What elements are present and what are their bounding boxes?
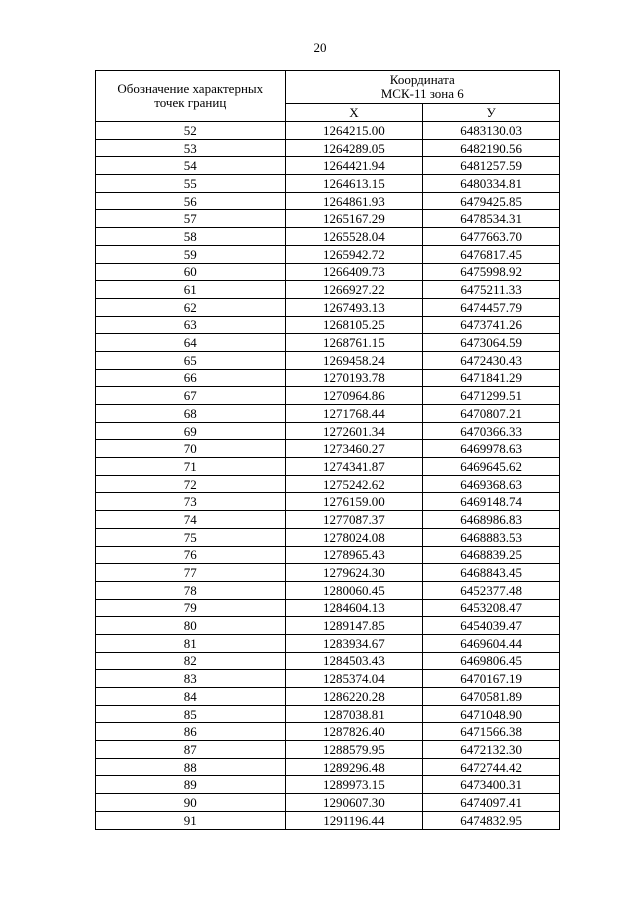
x-column-header: X: [285, 104, 423, 122]
y-coordinate-cell: 6468839.25: [423, 546, 560, 564]
point-number-cell: 62: [96, 298, 286, 316]
point-number-cell: 53: [96, 139, 286, 157]
y-coordinate-cell: 6469368.63: [423, 475, 560, 493]
point-number-cell: 76: [96, 546, 286, 564]
y-coordinate-cell: 6469148.74: [423, 493, 560, 511]
table-row: [96, 369, 560, 387]
y-coordinate-cell: 6473064.59: [423, 334, 560, 352]
y-coordinate-cell: 6468986.83: [423, 511, 560, 529]
x-coordinate-cell: 1285374.04: [285, 670, 423, 688]
point-number-cell: 67: [96, 387, 286, 405]
table-header: [96, 71, 560, 122]
point-number-cell: 68: [96, 405, 286, 423]
y-coordinate-cell: 6471299.51: [423, 387, 560, 405]
table-row: [96, 670, 560, 688]
table-row: [96, 298, 560, 316]
coordinate-header-line1: Координата: [389, 72, 455, 87]
coordinates-table: [95, 70, 560, 830]
point-number-cell: 89: [96, 776, 286, 794]
y-coordinate-cell: 6482190.56: [423, 139, 560, 157]
point-number-cell: 73: [96, 493, 286, 511]
table-row: [96, 192, 560, 210]
table-row: [96, 316, 560, 334]
x-coordinate-cell: 1269458.24: [285, 351, 423, 369]
x-coordinate-cell: 1265167.29: [285, 210, 423, 228]
x-coordinate-cell: 1270964.86: [285, 387, 423, 405]
point-number-cell: 57: [96, 210, 286, 228]
y-coordinate-cell: 6475211.33: [423, 281, 560, 299]
point-number-cell: 78: [96, 581, 286, 599]
point-number-cell: 91: [96, 811, 286, 829]
point-number-cell: 79: [96, 599, 286, 617]
table-row: [96, 334, 560, 352]
x-coordinate-cell: 1290607.30: [285, 794, 423, 812]
y-coordinate-cell: 6483130.03: [423, 122, 560, 140]
table-row: [96, 581, 560, 599]
y-coordinate-cell: 6470581.89: [423, 688, 560, 706]
x-coordinate-cell: 1271768.44: [285, 405, 423, 423]
y-coordinate-cell: 6475998.92: [423, 263, 560, 281]
x-coordinate-cell: 1272601.34: [285, 422, 423, 440]
point-number-cell: 84: [96, 688, 286, 706]
table-row: [96, 263, 560, 281]
x-coordinate-cell: 1265528.04: [285, 228, 423, 246]
point-number-cell: 52: [96, 122, 286, 140]
x-coordinate-cell: 1276159.00: [285, 493, 423, 511]
y-coordinate-cell: 6478534.31: [423, 210, 560, 228]
point-number-cell: 60: [96, 263, 286, 281]
y-coordinate-cell: 6474832.95: [423, 811, 560, 829]
table-row: [96, 723, 560, 741]
table-row: [96, 564, 560, 582]
x-coordinate-cell: 1286220.28: [285, 688, 423, 706]
table-row: [96, 546, 560, 564]
point-number-cell: 81: [96, 634, 286, 652]
x-coordinate-cell: 1284604.13: [285, 599, 423, 617]
y-coordinate-cell: 6481257.59: [423, 157, 560, 175]
point-number-cell: 82: [96, 652, 286, 670]
y-coordinate-cell: 6471841.29: [423, 369, 560, 387]
x-coordinate-cell: 1278965.43: [285, 546, 423, 564]
y-coordinate-cell: 6469978.63: [423, 440, 560, 458]
table-row: [96, 405, 560, 423]
point-number-cell: 88: [96, 758, 286, 776]
y-coordinate-cell: 6472430.43: [423, 351, 560, 369]
point-number-cell: 66: [96, 369, 286, 387]
table-row: [96, 157, 560, 175]
x-coordinate-cell: 1264861.93: [285, 192, 423, 210]
point-number-cell: 59: [96, 245, 286, 263]
point-number-cell: 55: [96, 175, 286, 193]
y-coordinate-cell: 6476817.45: [423, 245, 560, 263]
point-number-cell: 83: [96, 670, 286, 688]
point-number-cell: 58: [96, 228, 286, 246]
x-coordinate-cell: 1265942.72: [285, 245, 423, 263]
y-coordinate-cell: 6468843.45: [423, 564, 560, 582]
table-row: [96, 758, 560, 776]
y-coordinate-cell: 6474457.79: [423, 298, 560, 316]
table-row: [96, 228, 560, 246]
y-coordinate-cell: 6477663.70: [423, 228, 560, 246]
x-coordinate-cell: 1280060.45: [285, 581, 423, 599]
point-number-cell: 54: [96, 157, 286, 175]
point-number-cell: 56: [96, 192, 286, 210]
y-coordinate-cell: 6472744.42: [423, 758, 560, 776]
y-coordinate-cell: 6470366.33: [423, 422, 560, 440]
point-number-cell: 71: [96, 458, 286, 476]
point-number-cell: 86: [96, 723, 286, 741]
table-row: [96, 811, 560, 829]
point-designation-header-line1: Обозначение характерных: [117, 81, 264, 96]
point-number-cell: 61: [96, 281, 286, 299]
table-row: [96, 387, 560, 405]
y-coordinate-cell: 6473741.26: [423, 316, 560, 334]
x-coordinate-cell: 1264289.05: [285, 139, 423, 157]
y-coordinate-cell: 6454039.47: [423, 617, 560, 635]
y-coordinate-cell: 6469806.45: [423, 652, 560, 670]
x-coordinate-cell: 1289973.15: [285, 776, 423, 794]
table-row: [96, 634, 560, 652]
coordinate-header: [285, 71, 559, 104]
table-row: [96, 493, 560, 511]
x-coordinate-cell: 1283934.67: [285, 634, 423, 652]
x-coordinate-cell: 1264421.94: [285, 157, 423, 175]
x-coordinate-cell: 1275242.62: [285, 475, 423, 493]
table-row: [96, 511, 560, 529]
table-row: [96, 794, 560, 812]
table-row: [96, 688, 560, 706]
point-designation-header: [96, 71, 286, 122]
x-coordinate-cell: 1268761.15: [285, 334, 423, 352]
y-coordinate-cell: 6471048.90: [423, 705, 560, 723]
point-number-cell: 87: [96, 741, 286, 759]
y-coordinate-cell: 6479425.85: [423, 192, 560, 210]
y-column-header: У: [423, 104, 560, 122]
y-coordinate-cell: 6470167.19: [423, 670, 560, 688]
x-coordinate-cell: 1266927.22: [285, 281, 423, 299]
x-coordinate-cell: 1289296.48: [285, 758, 423, 776]
table-row: [96, 175, 560, 193]
table-row: [96, 475, 560, 493]
x-coordinate-cell: 1266409.73: [285, 263, 423, 281]
x-coordinate-cell: 1273460.27: [285, 440, 423, 458]
table-row: [96, 139, 560, 157]
y-coordinate-cell: 6480334.81: [423, 175, 560, 193]
x-coordinate-cell: 1264613.15: [285, 175, 423, 193]
x-coordinate-cell: 1278024.08: [285, 528, 423, 546]
point-number-cell: 80: [96, 617, 286, 635]
y-coordinate-cell: 6474097.41: [423, 794, 560, 812]
point-number-cell: 75: [96, 528, 286, 546]
page-number: 20: [313, 40, 327, 55]
table-row: [96, 245, 560, 263]
point-number-cell: 70: [96, 440, 286, 458]
x-coordinate-cell: 1288579.95: [285, 741, 423, 759]
y-coordinate-cell: 6452377.48: [423, 581, 560, 599]
table-row: [96, 528, 560, 546]
table-row: [96, 422, 560, 440]
table-row: [96, 599, 560, 617]
point-number-cell: 85: [96, 705, 286, 723]
point-number-cell: 65: [96, 351, 286, 369]
x-coordinate-cell: 1264215.00: [285, 122, 423, 140]
y-coordinate-cell: 6470807.21: [423, 405, 560, 423]
x-coordinate-cell: 1268105.25: [285, 316, 423, 334]
table-row: [96, 351, 560, 369]
x-coordinate-cell: 1287826.40: [285, 723, 423, 741]
table-row: [96, 440, 560, 458]
coordinate-header-line2: МСК-11 зона 6: [380, 86, 464, 101]
y-coordinate-cell: 6469604.44: [423, 634, 560, 652]
point-number-cell: 69: [96, 422, 286, 440]
x-coordinate-cell: 1274341.87: [285, 458, 423, 476]
point-number-cell: 74: [96, 511, 286, 529]
y-coordinate-cell: 6472132.30: [423, 741, 560, 759]
table-row: [96, 776, 560, 794]
point-number-cell: 77: [96, 564, 286, 582]
x-coordinate-cell: 1289147.85: [285, 617, 423, 635]
y-coordinate-cell: 6468883.53: [423, 528, 560, 546]
x-coordinate-cell: 1284503.43: [285, 652, 423, 670]
table-row: [96, 122, 560, 140]
table-row: [96, 652, 560, 670]
point-number-cell: 90: [96, 794, 286, 812]
x-coordinate-cell: 1279624.30: [285, 564, 423, 582]
y-coordinate-cell: 6471566.38: [423, 723, 560, 741]
y-coordinate-cell: 6469645.62: [423, 458, 560, 476]
x-coordinate-cell: 1287038.81: [285, 705, 423, 723]
y-coordinate-cell: 6473400.31: [423, 776, 560, 794]
x-coordinate-cell: 1267493.13: [285, 298, 423, 316]
table-row: [96, 705, 560, 723]
y-coordinate-cell: 6453208.47: [423, 599, 560, 617]
x-coordinate-cell: 1270193.78: [285, 369, 423, 387]
table-row: [96, 210, 560, 228]
table-row: [96, 458, 560, 476]
point-designation-header-line2: точек границ: [154, 95, 227, 110]
table-row: [96, 741, 560, 759]
table-row: [96, 281, 560, 299]
point-number-cell: 64: [96, 334, 286, 352]
point-number-cell: 63: [96, 316, 286, 334]
table-row: [96, 617, 560, 635]
table-body: [96, 122, 560, 830]
x-coordinate-cell: 1277087.37: [285, 511, 423, 529]
x-coordinate-cell: 1291196.44: [285, 811, 423, 829]
point-number-cell: 72: [96, 475, 286, 493]
